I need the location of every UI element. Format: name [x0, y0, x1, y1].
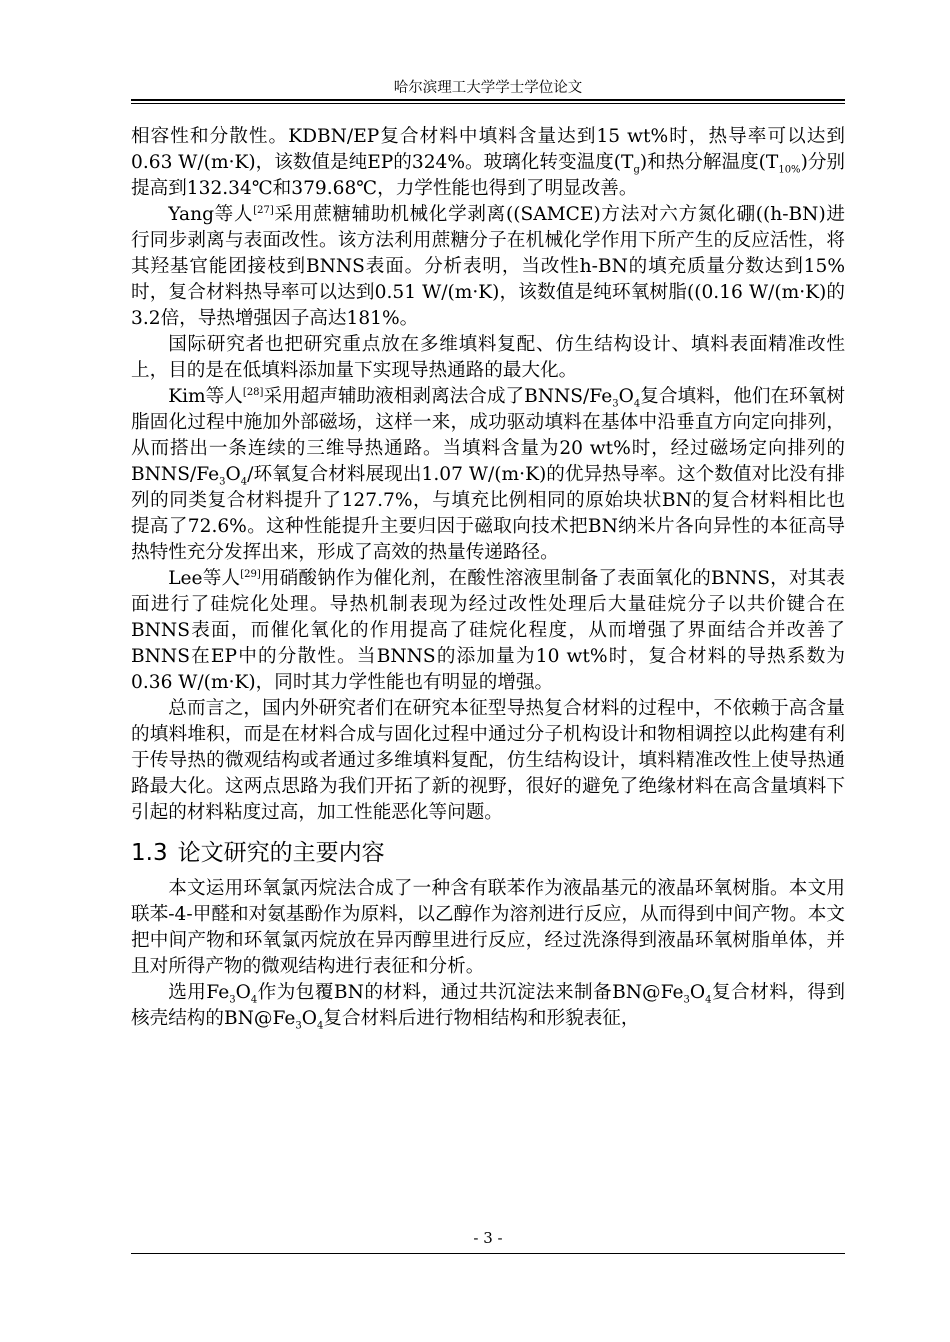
section-title: 论文研究的主要内容 — [177, 840, 385, 866]
body-text — [131, 124, 845, 1032]
citation: [28] — [242, 386, 264, 398]
paragraph-4: Kim等人[28]采用超声辅助液相剥离法合成了BNNS/$Fe_3O_4$复合填料，他们在环氧树脂固化过程中施加外部磁场，这样一来，成功驱动填料在基体中沿垂直方向定向排列，从而搭出一条连续的三维导热通路。当填料含量为20 wt%时，经过磁场定向排列的BNNS/$Fe_3O_4/$环氧复合材料展现出1.07 W/(m·K)的优异热导率。这个数值对比没有排列的同类复合材料提升了127.7%，与填充比例相同的原始块状BN的复合材料相比也提高了72.6%。这种性能提升主要归因于磁取向技术把BN纳米片各向异性的本征高导热特性充分发挥出来，形成了高效的热量传递路径。 — [131, 386, 845, 563]
header-rule-thin — [131, 103, 845, 104]
citation: [29] — [240, 568, 261, 580]
citation: [27] — [253, 204, 274, 216]
paragraph-1: 相容性和分散性。KDBN/EP复合材料中填料含量达到15 wt%时，热导率可以达到0.63 W/(m·K)，该数值是纯EP的324%。玻璃化转变温度$(T_g)$和热分解温度$(T_{10\%})$分别提高到132.34℃和379.68℃，力学性能也得到了明显改善。 — [131, 126, 846, 199]
paragraph-6: 总而言之，国内外研究者们在研究本征型导热复合材料的过程中，不依赖于高含量的填料堆积，而是在材料合成与固化过程中通过分子机构设计和物相调控以此构建有利于传导热的微观结构或者通过多维填料复配，仿生结构设计，填料精准改性上使导热通路最大化。这两点思路为我们开拓了新的视野，很好的避免了绝缘材料在高含量填料下引起的材料粘度过高，加工性能恶化等问题。 — [131, 698, 845, 823]
running-header: 哈尔滨理工大学学士学位论文 — [393, 80, 583, 96]
paragraph-2: Yang等人[27]采用蔗糖辅助机械化学剥离((SAMCE)方法对六方氮化硼((h-BN)进行同步剥离与表面改性。该方法利用蔗糖分子在机械化学作用下所产生的反应活性，将其羟基官能团接枝到BNNS表面。分析表明，当改性h-BN的填充质量分数达到15%时，复合材料热导率可以达到0.51 W/(m·K)，该数值是纯环氧树脂((0.16 W/(m·K)的3.2倍，导热增强因子高达181%。 — [131, 204, 845, 329]
section-heading — [131, 834, 845, 872]
paragraph-3: 国际研究者也把研究重点放在多维填料复配、仿生结构设计、填料表面精准改性上，目的是在低填料添加量下实现导热通路的最大化。 — [131, 334, 845, 381]
paragraph-7: 本文运用环氧氯丙烷法合成了一种含有联苯作为液晶基元的液晶环氧树脂。本文用联苯-4-甲醛和对氨基酚作为原料，以乙醇作为溶剂进行反应，从而得到中间产物。本文把中间产物和环氧氯丙烷放在异丙醇里进行反应，经过洗涤得到液晶环氧树脂单体，并且对所得产物的微观结构进行表征和分析。 — [131, 878, 845, 977]
section-number: 1.3 — [131, 840, 168, 866]
paragraph-5: Lee等人[29]用硝酸钠作为催化剂，在酸性溶液里制备了表面氧化的BNNS，对其表面进行了硅烷化处理。导热机制表现为经过改性处理后大量硅烷分子以共价键合在BNNS表面，而催化氧化的作用提高了硅烷化程度，从而增强了界面结合并改善了BNNS在EP中的分散性。当BNNS的添加量为10 wt%时，复合材料的导热系数为0.36 W/(m·K)，同时其力学性能也有明显的增强。 — [131, 568, 845, 693]
page-number: - 3 - — [473, 1229, 503, 1247]
header-rule-thick — [131, 99, 845, 101]
paragraph-8: 选用$Fe_3O_4$作为包覆BN的材料，通过共沉淀法来制备$BN@Fe_3O_4$复合材料，得到核壳结构的$BN@Fe_3O_4$复合材料后进行物相结构和形貌表征， — [131, 982, 845, 1032]
footer-rule — [131, 1253, 845, 1254]
